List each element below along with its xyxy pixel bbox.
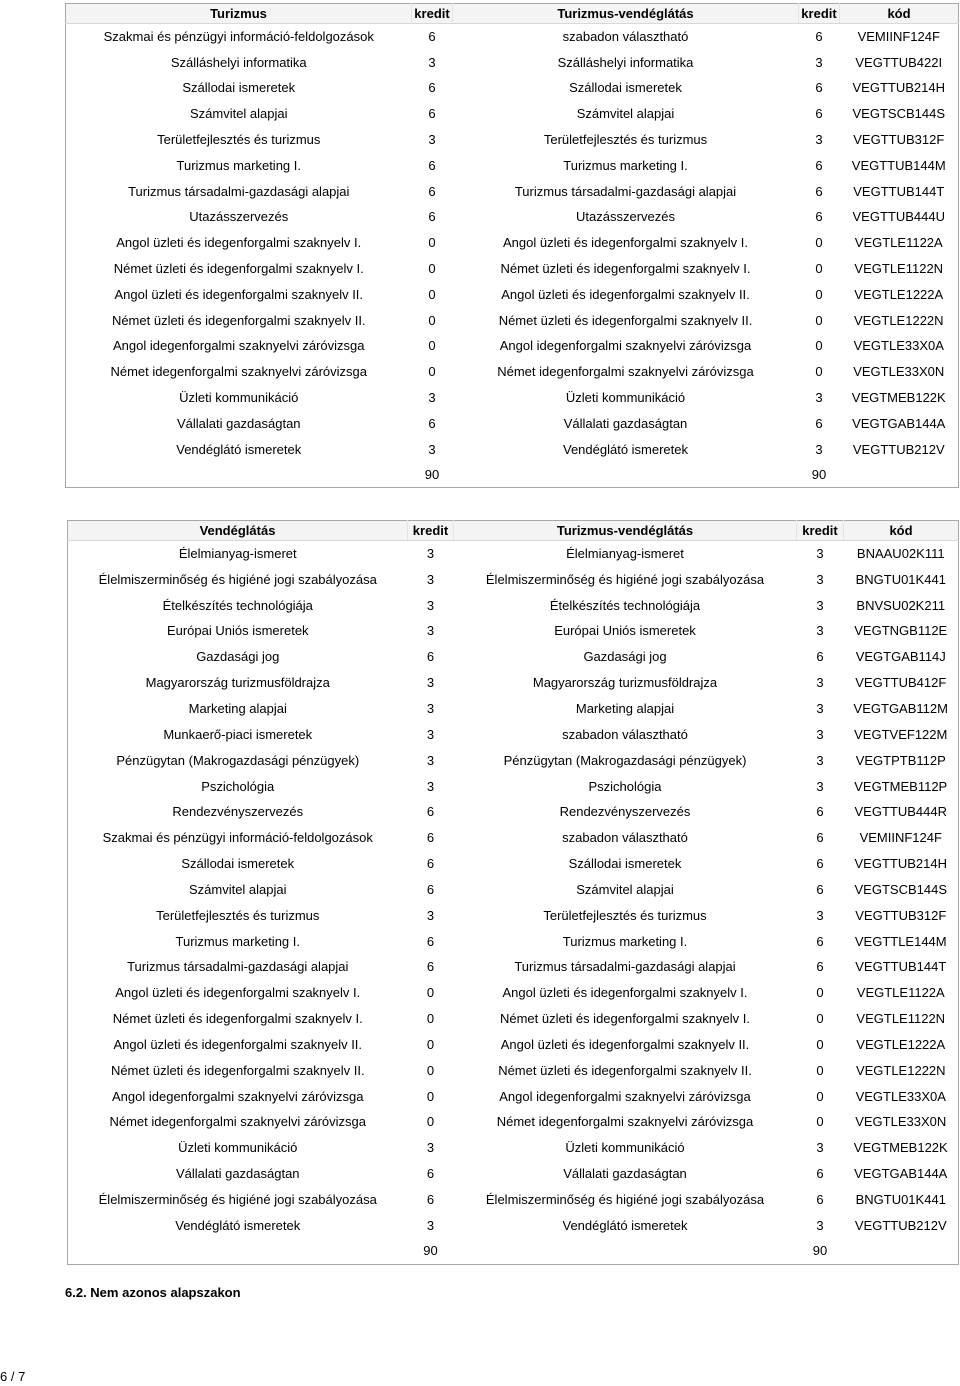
table-row	[68, 1032, 959, 1058]
table-cell: VEGTTUB312F	[853, 132, 945, 148]
table-cell: 0	[816, 1036, 824, 1052]
table-header-row	[68, 521, 959, 541]
table-row	[66, 24, 959, 50]
table-cell: 3	[816, 752, 824, 768]
table-cell: Pénzügytan (Makrogazdasági pénzügyek)	[116, 752, 360, 768]
column-header: kód	[844, 521, 959, 541]
table-cell: Számvitel alapjai	[189, 106, 288, 122]
table-cell: Vendéglátó ismeretek	[176, 441, 302, 457]
total-cell	[844, 1238, 959, 1264]
table-cell: Területfejlesztés és turizmus	[157, 132, 321, 148]
table-cell: 3	[426, 675, 435, 691]
column-header: Turizmus	[66, 4, 412, 24]
table-cell: 0	[815, 261, 823, 277]
table-cell: 6	[816, 649, 824, 665]
table-cell: Élelmianyag-ismeret	[566, 546, 684, 562]
table-cell: 3	[426, 752, 435, 768]
column-header: kód	[840, 4, 959, 24]
table-cell: Vállalati gazdaságtan	[563, 1166, 687, 1182]
table-cell: Vendéglátó ismeretek	[562, 441, 689, 457]
table-cell: VEGTLE1122N	[856, 1011, 946, 1027]
table-cell: VEGTGAB144A	[854, 1166, 948, 1182]
table-cell: 6	[815, 183, 823, 199]
total-cell: 90	[811, 467, 827, 483]
table-cell: Európai Uniós ismeretek	[166, 623, 309, 639]
table-row	[68, 1135, 959, 1161]
table-cell: Angol üzleti és idegenforgalmi szaknyelv II.	[113, 1036, 363, 1052]
table-cell: 3	[426, 1140, 435, 1156]
total-cell	[454, 1238, 797, 1264]
table-cell: Munkaerő-piaci ismeretek	[163, 726, 313, 742]
table-cell: Szálláshelyi informatika	[557, 54, 694, 70]
table-cell: VEGTGAB114J	[855, 649, 946, 665]
table-cell: VEGTGAB144A	[852, 415, 946, 431]
table-row	[68, 566, 959, 592]
table-cell: Üzleti kommunikáció	[179, 390, 299, 406]
table-cell: 6	[426, 1192, 435, 1208]
table-cell: 6	[815, 209, 823, 225]
table-cell: 0	[816, 1062, 824, 1078]
table-cell: Angol üzleti és idegenforgalmi szaknyelv II.	[501, 286, 750, 302]
table-cell: 0	[426, 1088, 435, 1104]
table-cell: 0	[428, 364, 436, 380]
table-cell: VEGTTUB212V	[852, 441, 945, 457]
table-cell: VEGTLE1222A	[856, 1036, 946, 1052]
table-cell: Szakmai és pénzügyi információ-feldolgozások	[103, 29, 374, 45]
table-cell: 3	[815, 54, 823, 70]
table-cell: VEGTVEF122M	[854, 726, 948, 742]
total-cell	[68, 1238, 408, 1264]
table-cell: 3	[815, 441, 823, 457]
table-cell: Német idegenforgalmi szaknyelvi záróvizsga	[496, 1114, 754, 1130]
table-row	[66, 75, 959, 101]
table-cell: 0	[815, 286, 823, 302]
table-cell: VEGTTUB444U	[852, 209, 945, 225]
table-cell: Német idegenforgalmi szaknyelvi záróvizsga	[497, 364, 754, 380]
table-cell: VEGTTUB214H	[854, 856, 947, 872]
table-cell: Pszichológia	[201, 778, 275, 794]
column-header: Turizmus-vendéglátás	[453, 4, 799, 24]
table-cell: Szállodai ismeretek	[181, 856, 295, 872]
table-cell: 0	[816, 1088, 824, 1104]
column-header: kredit	[799, 4, 840, 24]
table-cell: Turizmus marketing I.	[563, 157, 688, 173]
table-row	[68, 644, 959, 670]
table-cell: 6	[426, 830, 435, 846]
table-cell: 6	[815, 157, 823, 173]
table-cell: Marketing alapjai	[188, 700, 287, 716]
table-cell: Német üzleti és idegenforgalmi szaknyelv I.	[500, 261, 751, 277]
table-cell: Vendéglátó ismeretek	[562, 1217, 688, 1233]
column-header: kredit	[408, 521, 454, 541]
table-row	[68, 721, 959, 747]
table-cell: Élelmiszerminőség és higiéné jogi szabályozása	[98, 1192, 377, 1208]
table-row	[66, 436, 959, 462]
table-cell: 6	[815, 106, 823, 122]
table-cell: 3	[816, 907, 824, 923]
table-row	[66, 127, 959, 153]
table-cell: Üzleti kommunikáció	[178, 1140, 298, 1156]
table-cell: 0	[428, 261, 436, 277]
table-cell: VEGTLE1222A	[854, 286, 944, 302]
table-cell: 6	[816, 856, 824, 872]
table-cell: BNVSU02K211	[856, 597, 946, 613]
table-cell: 6	[428, 209, 436, 225]
table-cell: Turizmus társadalmi-gazdasági alapjai	[514, 959, 736, 975]
table-cell: szabadon választható	[562, 726, 688, 742]
table-cell: 3	[815, 390, 823, 406]
table-cell: Német üzleti és idegenforgalmi szaknyelv II.	[110, 1062, 365, 1078]
table-cell: Élelmiszerminőség és higiéné jogi szabályozása	[485, 1192, 765, 1208]
table-cell: Német üzleti és idegenforgalmi szaknyelv II.	[498, 1062, 752, 1078]
table-row	[66, 307, 959, 333]
table-cell: Angol idegenforgalmi szaknyelvi záróvizsga	[499, 1088, 751, 1104]
table-cell: Ételkészítés technológiája	[549, 597, 701, 613]
table-cell: 3	[426, 546, 435, 562]
table-cell: 6	[426, 933, 435, 949]
table-cell: Vendéglátó ismeretek	[175, 1217, 301, 1233]
table-row	[68, 592, 959, 618]
table-cell: 3	[816, 597, 824, 613]
table-row	[68, 980, 959, 1006]
table-cell: 0	[426, 1114, 435, 1130]
table-cell: 6	[428, 415, 436, 431]
table-cell: Gazdasági jog	[583, 649, 667, 665]
table-cell: Üzleti kommunikáció	[565, 390, 686, 406]
table-cell: Utazásszervezés	[576, 209, 675, 225]
table-cell: Szállodai ismeretek	[568, 856, 682, 872]
table-cell: 0	[816, 1114, 824, 1130]
table-cell: Angol üzleti és idegenforgalmi szaknyelv I.	[115, 985, 361, 1001]
table-cell: VEGTGAB112M	[853, 700, 948, 716]
table-cell: VEGTTUB444R	[854, 804, 947, 820]
table-cell: VEGTMEB122K	[853, 1140, 948, 1156]
table-header-row	[66, 4, 959, 24]
table-cell: Angol üzleti és idegenforgalmi szaknyelv II.	[114, 286, 364, 302]
table-cell: VEGTTUB312F	[855, 907, 947, 923]
total-cell	[840, 462, 959, 488]
table-cell: 3	[426, 700, 435, 716]
column-header: Vendéglátás	[68, 521, 408, 541]
table-cell: 6	[816, 881, 824, 897]
table-row	[68, 851, 959, 877]
table-cell: Angol üzleti és idegenforgalmi szaknyelv I.	[502, 985, 748, 1001]
table-cell: Turizmus társadalmi-gazdasági alapjai	[127, 959, 349, 975]
table-cell: VEGTLE1222N	[855, 1062, 946, 1078]
table-row	[68, 876, 959, 902]
table-cell: 0	[815, 364, 823, 380]
total-cell	[66, 462, 412, 488]
table-row	[68, 1187, 959, 1213]
table-body	[66, 24, 959, 488]
table-cell: Pénzügytan (Makrogazdasági pénzügyek)	[503, 752, 747, 768]
table-cell: 6	[816, 1192, 824, 1208]
table-cell: 3	[815, 132, 823, 148]
table-cell: 6	[426, 1166, 435, 1182]
table-cell: szabadon választható	[562, 29, 689, 45]
table-cell: 3	[816, 675, 824, 691]
table-cell: 6	[816, 959, 824, 975]
table-cell: Üzleti kommunikáció	[565, 1140, 685, 1156]
table-cell: 3	[428, 441, 436, 457]
table-cell: 3	[426, 597, 435, 613]
table-cell: 0	[426, 1062, 435, 1078]
table-cell: VEGTTLE144M	[854, 933, 947, 949]
table-cell: VEGTTUB412F	[855, 675, 947, 691]
table-cell: 0	[816, 1011, 824, 1027]
table-cell: Német üzleti és idegenforgalmi szaknyelv I.	[112, 1011, 363, 1027]
table-cell: 3	[816, 546, 824, 562]
table-cell: Számvitel alapjai	[576, 106, 675, 122]
table-row	[68, 618, 959, 644]
curriculum-table-vendeglatas	[67, 520, 959, 1265]
table-cell: 3	[426, 726, 435, 742]
table-cell: Turizmus társadalmi-gazdasági alapjai	[514, 183, 737, 199]
table-cell: Turizmus marketing I.	[562, 933, 688, 949]
table-cell: 6	[428, 157, 436, 173]
table-cell: 3	[816, 1217, 824, 1233]
table-cell: Angol idegenforgalmi szaknyelvi záróvizsga	[112, 1088, 364, 1104]
table-cell: BNGTU01K441	[855, 1192, 946, 1208]
table-row	[66, 178, 959, 204]
table-cell: Ételkészítés technológiája	[162, 597, 313, 613]
table-cell: Területfejlesztés és turizmus	[543, 907, 707, 923]
table-cell: VEGTNGB112E	[854, 623, 948, 639]
table-row	[66, 333, 959, 359]
table-cell: 0	[426, 1036, 435, 1052]
table-cell: Élelmianyag-ismeret	[178, 546, 297, 562]
table-row	[66, 385, 959, 411]
total-cell	[453, 462, 799, 488]
table-cell: Rendezvényszervezés	[172, 804, 304, 820]
table-cell: VEGTLE33X0N	[855, 1114, 947, 1130]
table-row	[68, 747, 959, 773]
table-cell: VEGTSCB144S	[852, 106, 945, 122]
table-cell: Magyarország turizmusföldrajza	[145, 675, 330, 691]
table-row	[66, 410, 959, 436]
table-cell: Marketing alapjai	[575, 700, 675, 716]
table-row	[68, 954, 959, 980]
table-cell: VEGTLE33X0N	[853, 364, 945, 380]
table-cell: 6	[426, 959, 435, 975]
table-cell: Gazdasági jog	[196, 649, 280, 665]
table-cell: Rendezvényszervezés	[559, 804, 691, 820]
table-cell: VEGTPTB112P	[855, 752, 946, 768]
table-cell: 3	[428, 54, 436, 70]
table-cell: Számvitel alapjai	[188, 881, 287, 897]
table-cell: 0	[426, 985, 435, 1001]
table-cell: Szakmai és pénzügyi információ-feldolgozások	[102, 830, 373, 846]
table-cell: VEGTLE1122N	[854, 261, 944, 277]
table-cell: Európai Uniós ismeretek	[554, 623, 696, 639]
table-cell: VEGTTUB144M	[851, 157, 946, 173]
table-row	[68, 670, 959, 696]
table-cell: Vállalati gazdaságtan	[175, 1166, 300, 1182]
table-cell: VEGTLE1122A	[854, 235, 943, 251]
table-cell: 6	[815, 80, 823, 96]
table-cell: 6	[428, 80, 436, 96]
table-cell: 0	[815, 338, 823, 354]
table-cell: Élelmiszerminőség és higiéné jogi szabályozása	[98, 571, 377, 587]
table-row	[68, 1083, 959, 1109]
table-cell: 0	[428, 312, 436, 328]
table-cell: VEGTTUB144T	[853, 183, 945, 199]
table-body	[68, 541, 959, 1265]
total-cell: 90	[423, 1243, 438, 1259]
curriculum-table-turizmus	[65, 3, 959, 488]
table-cell: Angol idegenforgalmi szaknyelvi záróvizsga	[499, 338, 752, 354]
table-cell: 0	[816, 985, 824, 1001]
table-cell: 6	[426, 649, 435, 665]
table-row	[66, 49, 959, 75]
table-cell: Turizmus marketing I.	[175, 933, 300, 949]
table-row	[68, 902, 959, 928]
column-header: kredit	[797, 521, 844, 541]
table-cell: VEGTLE33X0A	[853, 338, 944, 354]
table-cell: VEMIINF124F	[859, 830, 942, 846]
table-cell: Számvitel alapjai	[576, 881, 674, 897]
table-cell: 6	[816, 830, 824, 846]
table-cell: Német üzleti és idegenforgalmi szaknyelv I.	[113, 261, 364, 277]
table-cell: Területfejlesztés és turizmus	[543, 132, 708, 148]
table-cell: 3	[426, 778, 435, 794]
table-cell: Élelmiszerminőség és higiéné jogi szabályozása	[485, 571, 765, 587]
table-cell: Angol idegenforgalmi szaknyelvi záróvizsga	[113, 338, 365, 354]
table-row	[66, 359, 959, 385]
table-cell: Magyarország turizmusföldrajza	[532, 675, 718, 691]
table-cell: 0	[428, 235, 436, 251]
table-cell: Pszichológia	[588, 778, 662, 794]
total-cell: 90	[424, 467, 440, 483]
table-cell: VEGTTUB144T	[855, 959, 947, 975]
table-cell: BNAAU02K111	[856, 546, 945, 562]
table-cell: Területfejlesztés és turizmus	[156, 907, 320, 923]
table-cell: Szállodai ismeretek	[182, 80, 296, 96]
table-cell: Angol üzleti és idegenforgalmi szaknyelv I.	[116, 235, 362, 251]
table-row	[68, 799, 959, 825]
page-number: 6 / 7	[0, 1369, 26, 1384]
table-row	[68, 1057, 959, 1083]
table-cell: Angol üzleti és idegenforgalmi szaknyelv II.	[500, 1036, 750, 1052]
table-cell: 6	[816, 804, 824, 820]
table-cell: Angol üzleti és idegenforgalmi szaknyelv I.	[503, 235, 748, 251]
table-cell: 3	[816, 700, 824, 716]
table-cell: 6	[816, 933, 824, 949]
table-cell: 6	[428, 29, 436, 45]
table-cell: VEGTMEB122K	[851, 390, 946, 406]
table-row	[68, 1161, 959, 1187]
table-cell: Német üzleti és idegenforgalmi szaknyelv I.	[499, 1011, 750, 1027]
column-header: Turizmus-vendéglátás	[454, 521, 797, 541]
section-heading: 6.2. Nem azonos alapszakon	[65, 1285, 241, 1300]
table-cell: VEGTSCB144S	[854, 881, 947, 897]
table-cell: 6	[426, 881, 435, 897]
table-cell: Szállodai ismeretek	[569, 80, 682, 96]
table-cell: 0	[815, 235, 823, 251]
table-cell: Német üzleti és idegenforgalmi szaknyelv II.	[498, 312, 753, 328]
table-cell: 6	[815, 415, 823, 431]
table-cell: Szálláshelyi informatika	[170, 54, 307, 70]
table-cell: 6	[428, 183, 436, 199]
table-cell: 6	[428, 106, 436, 122]
table-cell: BNGTU01K441	[855, 571, 946, 587]
table-cell: 3	[428, 390, 436, 406]
table-row	[68, 1109, 959, 1135]
table-cell: 3	[428, 132, 436, 148]
table-row	[68, 773, 959, 799]
table-cell: 0	[815, 312, 823, 328]
table-cell: Német üzleti és idegenforgalmi szaknyelv II.	[111, 312, 366, 328]
table-cell: 3	[426, 571, 435, 587]
totals-row	[68, 1238, 959, 1264]
table-row	[66, 101, 959, 127]
table-cell: Vállalati gazdaságtan	[563, 415, 688, 431]
table-cell: VEGTTUB212V	[854, 1217, 947, 1233]
table-cell: szabadon választható	[562, 830, 688, 846]
table-cell: VEGTTUB214H	[852, 80, 945, 96]
table-cell: 3	[816, 623, 824, 639]
column-header: kredit	[412, 4, 453, 24]
table-cell: 3	[426, 1217, 435, 1233]
table-row	[66, 152, 959, 178]
table-cell: 0	[428, 286, 436, 302]
table-cell: VEGTTUB422I	[855, 54, 943, 70]
table-cell: 3	[426, 907, 435, 923]
table-cell: 6	[815, 29, 823, 45]
table-cell: 6	[426, 856, 435, 872]
table-cell: Német idegenforgalmi szaknyelvi záróvizsga	[110, 364, 367, 380]
table-cell: 0	[426, 1011, 435, 1027]
table-cell: VEGTMEB112P	[854, 778, 948, 794]
table-row	[68, 928, 959, 954]
table-cell: Német idegenforgalmi szaknyelvi záróvizsga	[109, 1114, 366, 1130]
table-cell: 6	[816, 1166, 824, 1182]
table-cell: Turizmus marketing I.	[176, 157, 301, 173]
table-cell: 3	[816, 778, 824, 794]
table-cell: 3	[816, 1140, 824, 1156]
totals-row	[66, 462, 959, 488]
table-row	[68, 1006, 959, 1032]
table-row	[68, 825, 959, 851]
table-cell: VEGTLE1222N	[853, 312, 944, 328]
table-cell: Utazásszervezés	[189, 209, 289, 225]
table-row	[68, 696, 959, 722]
table-cell: VEGTLE33X0A	[855, 1088, 946, 1104]
table-row	[66, 281, 959, 307]
table-cell: 0	[428, 338, 436, 354]
table-cell: 6	[426, 804, 435, 820]
table-cell: Turizmus társadalmi-gazdasági alapjai	[128, 183, 350, 199]
table-row	[68, 1212, 959, 1238]
table-cell: 3	[426, 623, 435, 639]
total-cell: 90	[812, 1243, 828, 1259]
table-row	[68, 541, 959, 567]
table-cell: Vállalati gazdaságtan	[176, 415, 301, 431]
table-cell: 3	[816, 726, 824, 742]
table-row	[66, 230, 959, 256]
table-row	[66, 204, 959, 230]
table-row	[66, 256, 959, 282]
table-cell: VEGTLE1122A	[856, 985, 945, 1001]
table-cell: VEMIINF124F	[857, 29, 940, 45]
table-cell: 3	[816, 571, 824, 587]
